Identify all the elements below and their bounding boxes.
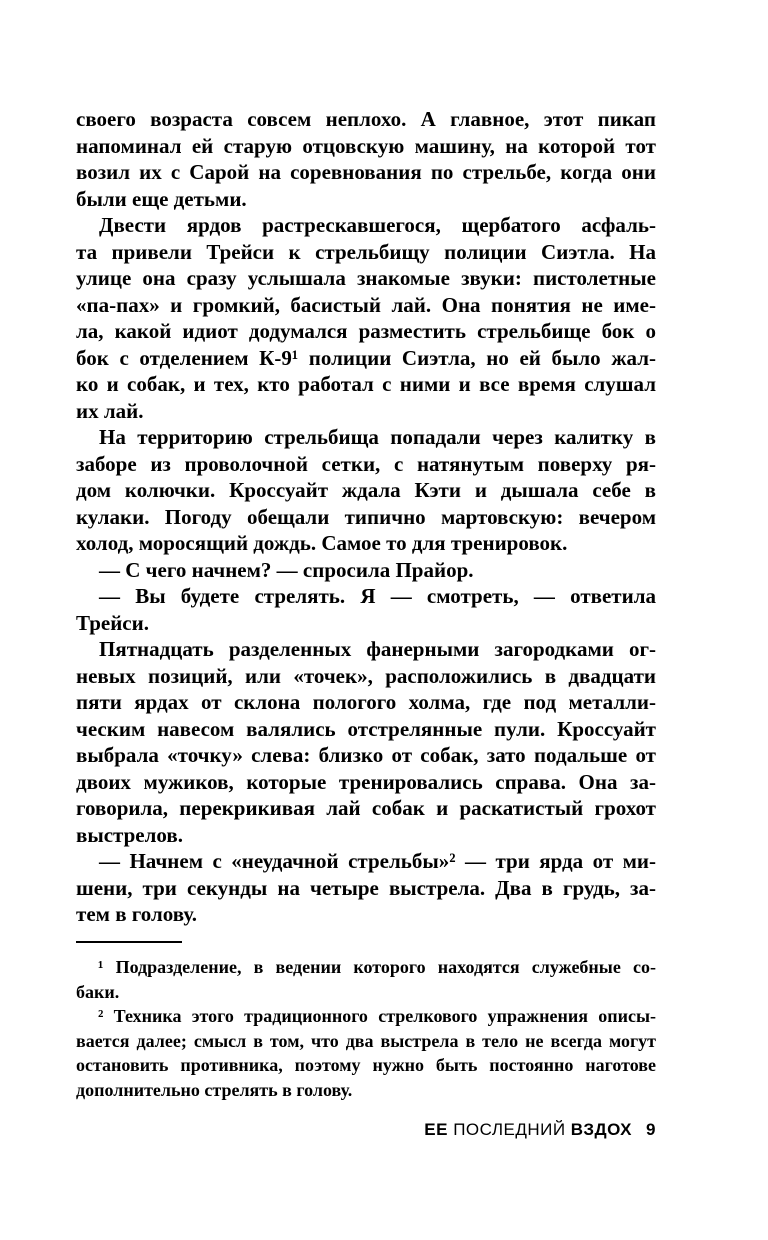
text-line: холод, моросящий дождь. Самое то для тренировок. [76,531,568,555]
text-line: ла, какой идиот додумался разместить стрельбище бок о [76,319,656,343]
text-line: выбрала «точку» слева: близко от собак, зато подальше от [76,743,656,767]
text-line: их лай. [76,398,144,423]
body-paragraph [76,557,656,584]
text-line: — Начнем с «неудачной стрельбы»² — три ярда от ми- [99,849,656,873]
text-line: «па-пах» и громкий, басистый лай. Она понятия не име- [76,292,656,317]
text-line: Двести ярдов растрескавшегося, щербатого асфаль- [99,213,656,237]
book-title-segment: ЕЕ [424,1120,448,1139]
text-line: ко и собак, и тех, кто работал с ними и все время слушал [76,372,656,396]
body-paragraph [76,212,656,424]
text-line: невых позиций, или «точек», расположились в двадцати [76,663,656,688]
body-paragraph [76,848,656,928]
text-line: выстрелов. [76,822,183,847]
text-line: та привели Трейси к стрельбищу полиции Сиэтла. На [76,239,656,264]
footnotes-list [76,955,656,1102]
body-paragraph [76,583,656,636]
text-line: дополнительно стрелять в голову. [76,1079,353,1100]
page-number: 9 [646,1120,656,1139]
footnote-divider [76,941,182,943]
text-line: ² Техника этого традиционного стрелкового упражнения описы- [98,1006,656,1026]
text-line: заборе из проволочной сетки, с натянутым поверху ря- [76,451,656,476]
text-line: были еще детьми. [76,186,247,211]
text-line: шени, три секунды на четыре выстрела. Два в грудь, за- [76,875,656,900]
text-line: своего возраста совсем неплохо. А главное, этот пикап [76,107,656,131]
text-line: возил их с Сарой на соревнования по стрельбе, когда они [76,160,656,184]
book-title-segment: ВЗДОХ [570,1120,633,1139]
footnote-paragraph [76,1004,656,1102]
text-line: ¹ Подразделение, в ведении которого находятся служебные со- [98,957,656,977]
footnote-block [76,941,656,1102]
text-line: вается далее; смысл в том, что два выстрела в тело не всегда могут [76,1030,656,1051]
text-line: напоминал ей старую отцовскую машину, на которой тот [76,133,656,158]
body-text-block [76,106,656,928]
text-line: — Вы будете стрелять. Я — смотреть, — ответила [99,584,656,608]
text-line: остановить противника, поэтому нужно быть постоянно наготове [76,1055,656,1075]
body-paragraph [76,636,656,848]
text-line: кулаки. Погоду обещали типично мартовскую: вечером [76,504,656,529]
text-line: Трейси. [76,610,149,635]
text-line: двоих мужиков, которые тренировались справа. Она за- [76,769,656,794]
text-line: — С чего начнем? — спросила Прайор. [99,557,474,582]
text-line: бок с отделением К-9¹ полиции Сиэтла, но ей было жал- [76,345,656,370]
text-line: тем в голову. [76,902,198,926]
text-line: ческим навесом валялись отстрелянные пули. Кроссуайт [76,716,656,741]
body-paragraph [76,424,656,557]
footnote-paragraph [76,955,656,1004]
book-title [424,1120,632,1139]
text-line: Пятнадцать разделенных фанерными загородками ог- [99,637,656,661]
text-line: говорила, перекрикивая лай собак и раскатистый грохот [76,796,656,820]
text-line: дом колючки. Кроссуайт ждала Кэти и дышала себе в [76,478,656,502]
text-line: пяти ярдах от склона пологого холма, где под металли- [76,690,656,714]
book-title-segment: ПОСЛЕДНИЙ [447,1120,571,1139]
text-line: На территорию стрельбища попадали через калитку в [99,425,656,449]
body-paragraph [76,106,656,212]
text-line: баки. [76,981,120,1002]
text-line: улице она сразу услышала знакомые звуки: пистолетные [76,266,656,290]
running-footer [76,1120,656,1140]
